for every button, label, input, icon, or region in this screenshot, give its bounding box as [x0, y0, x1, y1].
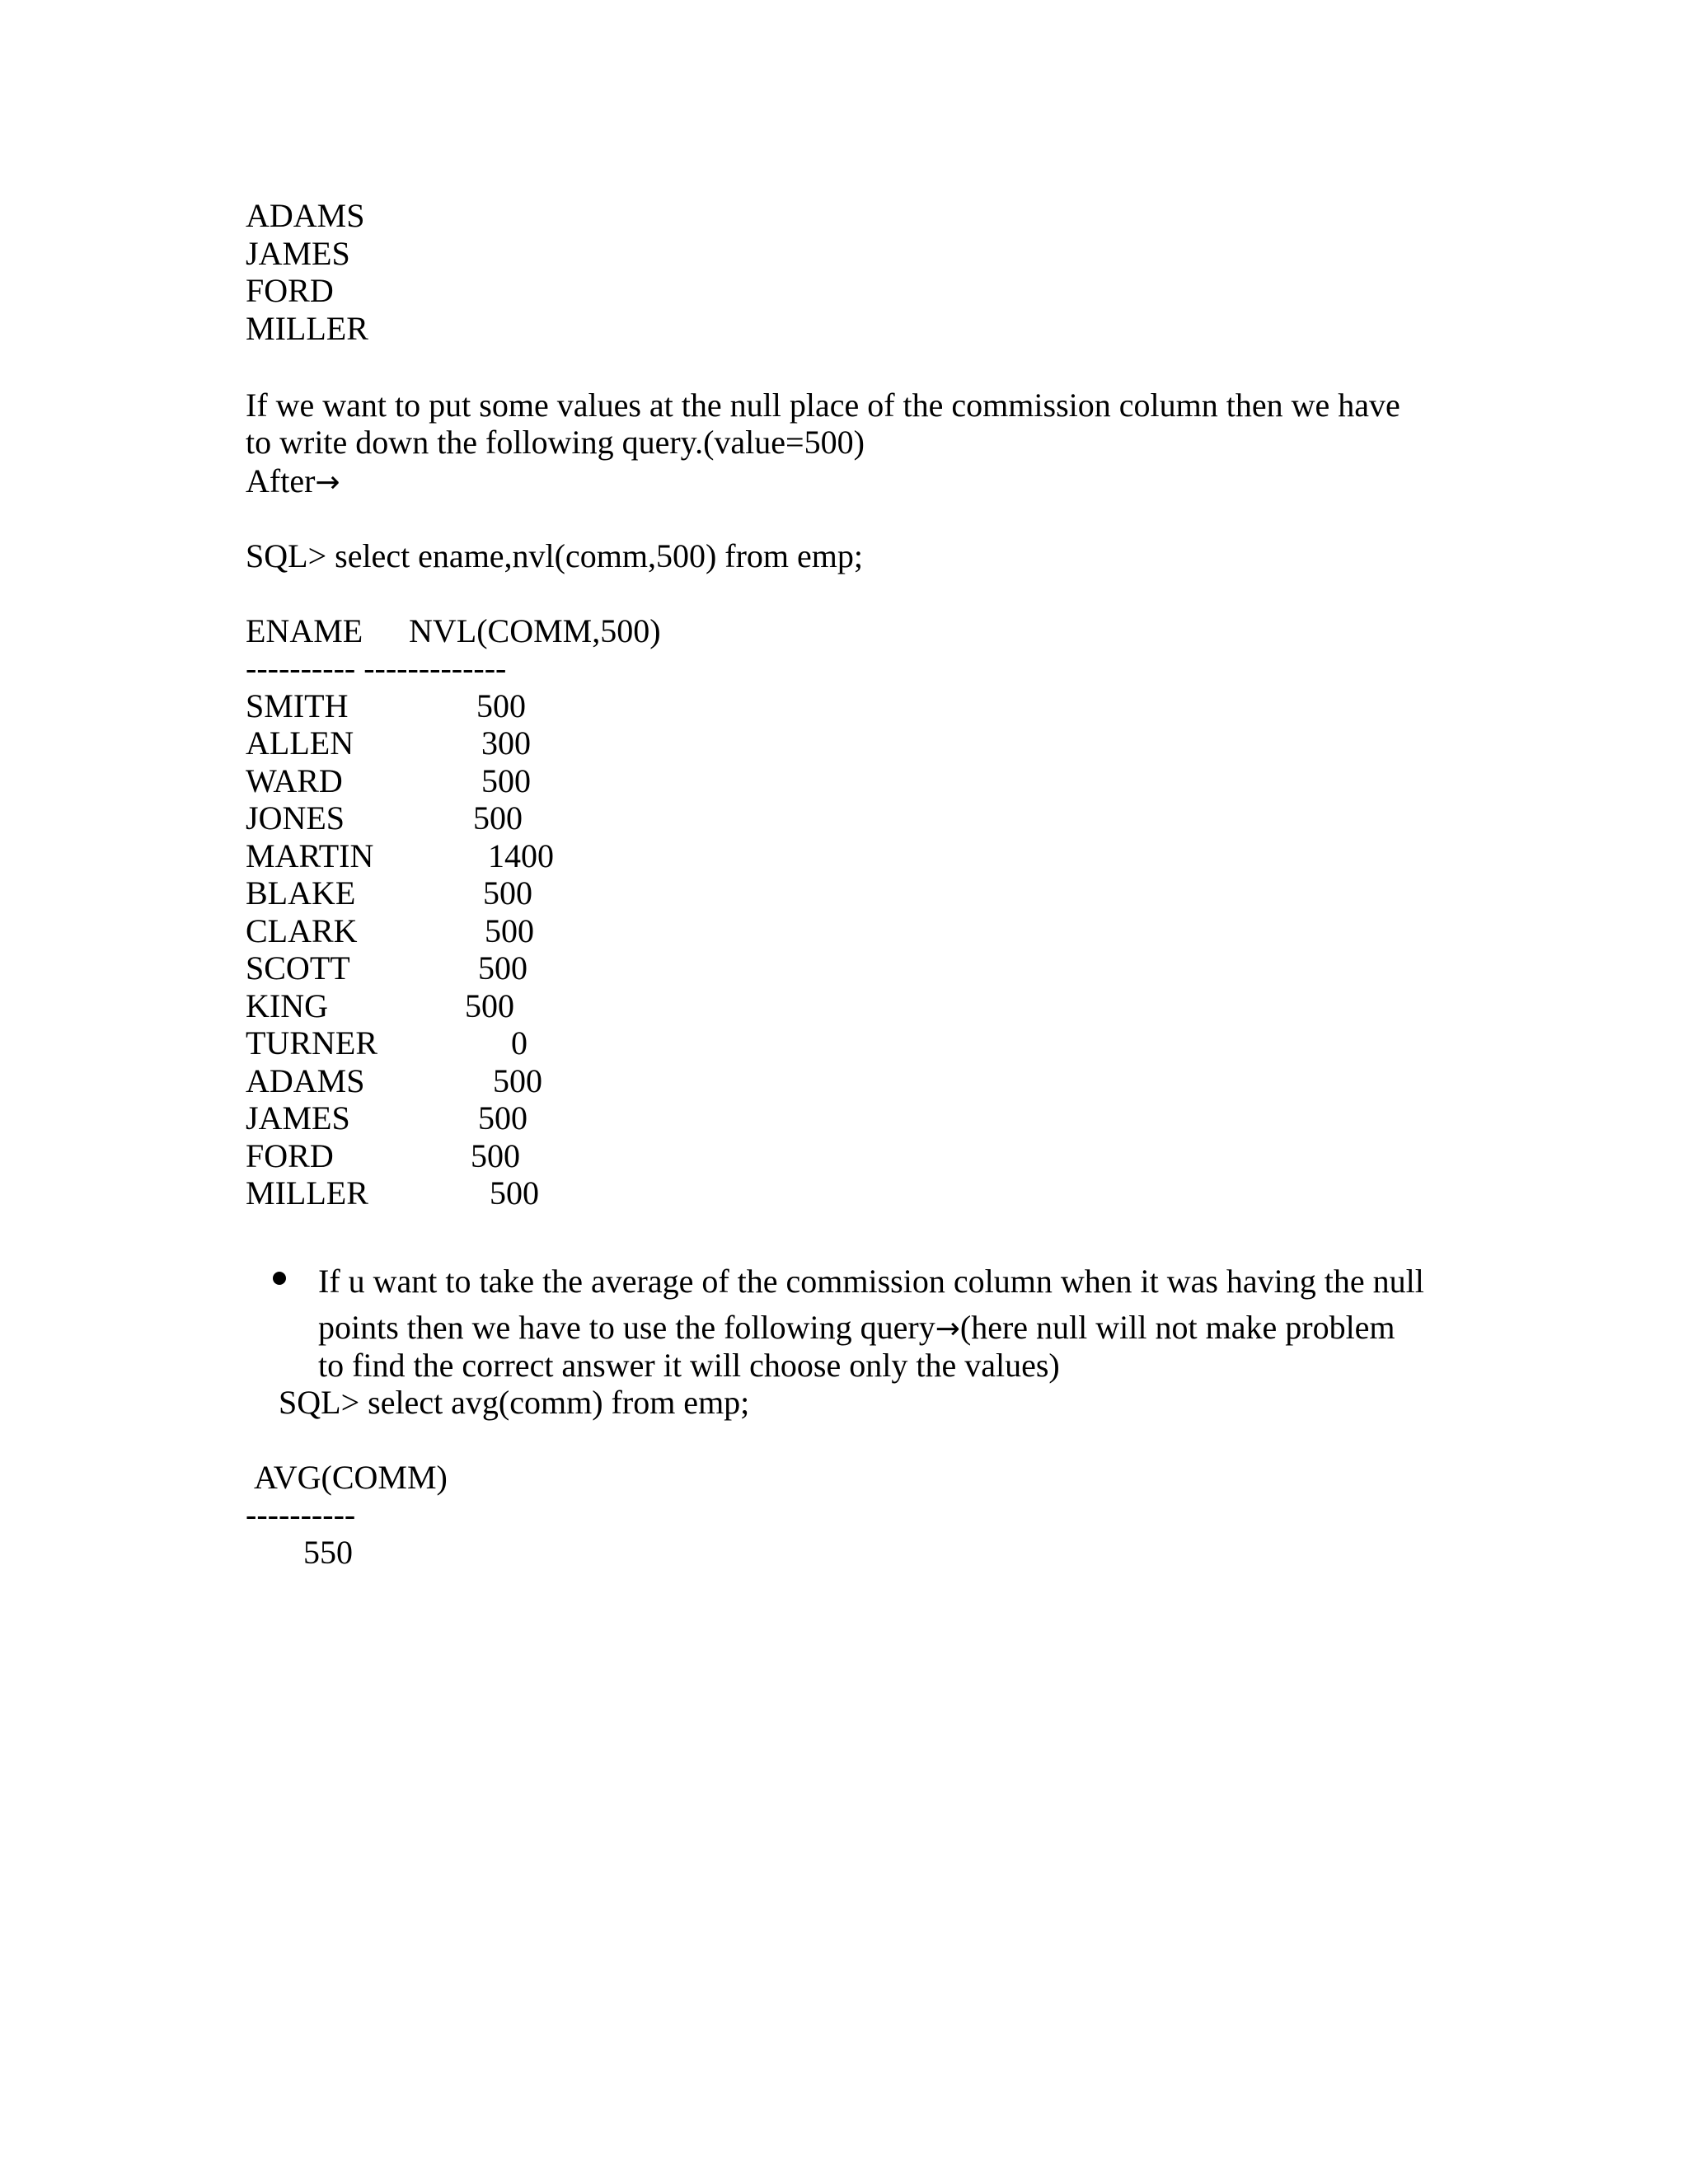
column-header-nvl: NVL(COMM,500): [409, 612, 661, 649]
result-name: FORD: [246, 1137, 334, 1174]
sql-query: SQL> select avg(comm) from emp;: [279, 1384, 750, 1421]
result-name: TURNER: [246, 1024, 377, 1062]
result-value: 500: [478, 1099, 528, 1137]
result-name: ADAMS: [246, 1062, 365, 1099]
result-name: WARD: [246, 762, 343, 799]
after-line: [246, 462, 340, 502]
result-name: JONES: [246, 799, 345, 837]
result-name: ALLEN: [246, 724, 354, 762]
paragraph-line: If we want to put some values at the null place of the commission column then we have: [246, 387, 1400, 424]
result-name: KING: [246, 987, 328, 1024]
result-name: SMITH: [246, 687, 349, 724]
name-line: FORD: [246, 272, 334, 309]
result-value: 500: [493, 1062, 542, 1099]
result-name: MILLER: [246, 1174, 368, 1212]
result-value: 500: [465, 987, 514, 1024]
result-value: 500: [485, 912, 534, 949]
result-value: 500: [476, 687, 526, 724]
result-value: 0: [511, 1024, 528, 1062]
column-header-ename: ENAME: [246, 612, 363, 649]
bullet-icon: [273, 1272, 286, 1285]
result-value: 300: [481, 724, 531, 762]
sql-query: SQL> select ename,nvl(comm,500) from emp;: [246, 537, 864, 574]
result-divider: ----------: [246, 1496, 356, 1533]
bullet-text: (here null will not make problem: [959, 1309, 1395, 1346]
result-name: JAMES: [246, 1099, 350, 1137]
result-value: 500: [481, 762, 531, 799]
name-line: JAMES: [246, 235, 350, 272]
name-line: MILLER: [246, 310, 368, 347]
result-name: SCOTT: [246, 949, 350, 987]
paragraph-line: to write down the following query.(value=500): [246, 424, 865, 461]
bullet-line: [318, 1309, 1395, 1348]
bullet-text: points then we have to use the following query: [318, 1309, 935, 1346]
arrow-icon: →: [935, 1312, 960, 1346]
result-name: BLAKE: [246, 874, 356, 912]
bullet-line: If u want to take the average of the commission column when it was having the null: [318, 1263, 1424, 1300]
after-text: After: [246, 462, 316, 499]
column-header-avg: AVG(COMM): [254, 1459, 448, 1496]
result-name: CLARK: [246, 912, 358, 949]
result-value: 550: [303, 1534, 353, 1571]
result-value: 500: [473, 799, 523, 837]
result-value: 500: [471, 1137, 520, 1174]
result-value: 500: [483, 874, 532, 912]
arrow-icon: →: [315, 466, 340, 499]
name-line: ADAMS: [246, 197, 365, 234]
result-value: 1400: [488, 837, 554, 874]
result-name: MARTIN: [246, 837, 374, 874]
result-value: 500: [490, 1174, 539, 1212]
result-divider: ---------- -------------: [246, 649, 507, 687]
bullet-line: to find the correct answer it will choose only the values): [318, 1347, 1060, 1384]
result-value: 500: [478, 949, 528, 987]
